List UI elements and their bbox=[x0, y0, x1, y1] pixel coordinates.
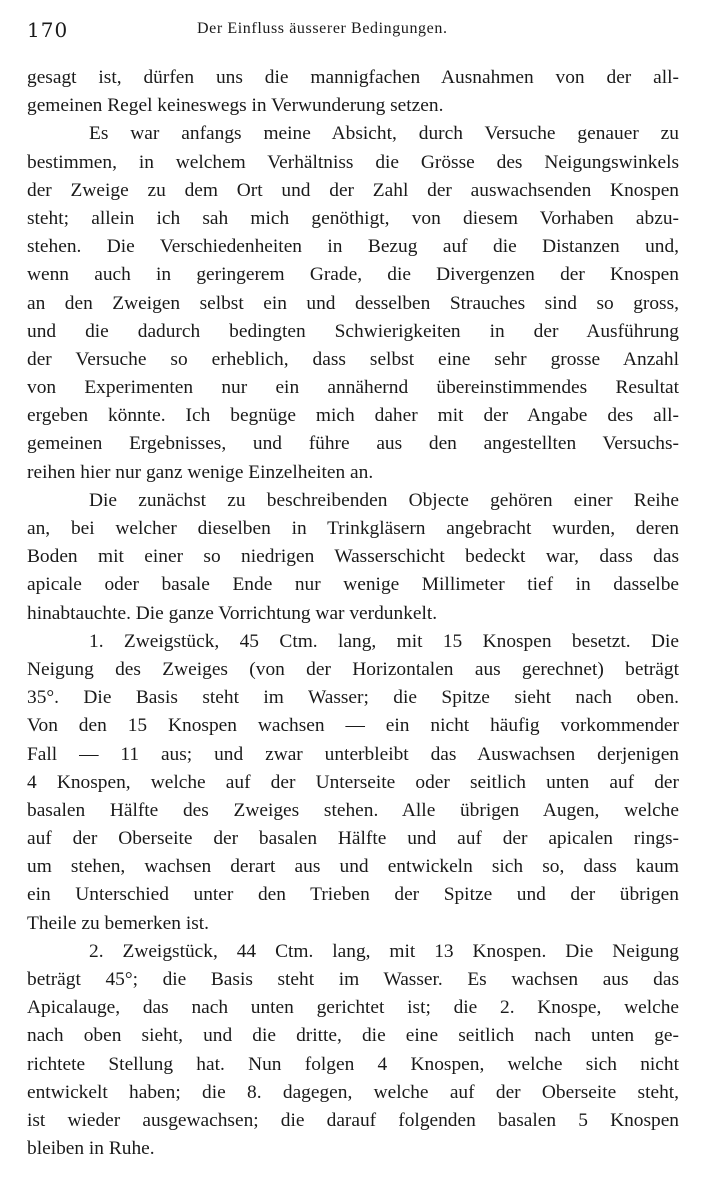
text-line: ein Unterschied unter den Trieben der Spitze und der übrigen bbox=[27, 884, 679, 906]
text-line: apicale oder basale Ende nur wenige Millimeter tief in dasselbe bbox=[27, 574, 679, 596]
text-line: wenn auch in geringerem Grade, die Divergenzen der Knospen bbox=[27, 264, 679, 286]
text-line: Neigung des Zweiges (von der Horizontalen aus gerechnet) beträgt bbox=[27, 658, 679, 680]
text-line: beträgt 45°; die Basis steht im Wasser. Es wachsen aus das bbox=[27, 969, 679, 990]
text-line: nach oben sieht, und die dritte, die eine seitlich nach unten ge- bbox=[27, 1025, 679, 1047]
page-header bbox=[27, 18, 687, 46]
text-line: reihen hier nur ganz wenige Einzelheiten an. bbox=[27, 461, 374, 483]
text-line: hinabtauchte. Die ganze Vorrichtung war verdunkelt. bbox=[27, 602, 438, 624]
text-line: bleiben in Ruhe. bbox=[27, 1138, 155, 1160]
text-line: an, bei welcher dieselben in Trinkgläsern angebracht wurden, deren bbox=[27, 518, 679, 539]
text-line: Fall — 11 aus; und zwar unterbleibt das Auswachsen derjenigen bbox=[27, 743, 679, 765]
text-line: basalen Hälfte des Zweiges stehen. Alle übrigen Augen, welche bbox=[27, 799, 679, 821]
body-text bbox=[27, 64, 679, 1163]
text-line: bestimmen, in welchem Verhältniss die Grösse des Neigungswinkels bbox=[27, 151, 679, 173]
text-line: und die dadurch bedingten Schwierigkeiten in der Ausführung bbox=[27, 320, 679, 342]
text-line: Von den 15 Knospen wachsen — ein nicht häufig vorkommender bbox=[27, 715, 679, 737]
text-line: Apicalauge, das nach unten gerichtet ist; die 2. Knospe, welche bbox=[27, 997, 679, 1019]
text-line: entwickelt haben; die 8. dagegen, welche auf der Oberseite steht, bbox=[27, 1081, 679, 1103]
text-line: an den Zweigen selbst ein und desselben Strauches sind so gross, bbox=[27, 292, 679, 314]
page-number: 170 bbox=[27, 18, 69, 42]
text-line: ergeben könnte. Ich begnüge mich daher mit der Angabe des all- bbox=[27, 405, 679, 427]
text-line: gesagt ist, dürfen uns die mannigfachen Ausnahmen von der all- bbox=[27, 67, 679, 88]
text-line: von Experimenten nur ein annähernd übereinstimmendes Resultat bbox=[27, 377, 679, 399]
text-line: Boden mit einer so niedrigen Wasserschicht bedeckt war, dass das bbox=[27, 546, 679, 568]
paragraph-start-line: 2. Zweigstück, 44 Ctm. lang, mit 13 Knospen. Die Neigung bbox=[89, 940, 679, 962]
text-line: steht; allein ich sah mich genöthigt, von diesem Vorhaben abzu- bbox=[27, 207, 679, 229]
text-line: 4 Knospen, welche auf der Unterseite oder seitlich unten auf der bbox=[27, 771, 679, 793]
text-line: der Versuche so erheblich, dass selbst eine sehr grosse Anzahl bbox=[27, 348, 679, 370]
text-line: 35°. Die Basis steht im Wasser; die Spitze sieht nach oben. bbox=[27, 687, 679, 709]
text-line: ist wieder ausgewachsen; die darauf folgenden basalen 5 Knospen bbox=[27, 1109, 679, 1131]
text-line: richtete Stellung hat. Nun folgen 4 Knospen, welche sich nicht bbox=[27, 1053, 679, 1075]
text-line: um stehen, wachsen derart aus und entwickeln sich so, dass kaum bbox=[27, 856, 679, 878]
text-line: stehen. Die Verschiedenheiten in Bezug auf die Distanzen und, bbox=[27, 236, 679, 258]
paragraph-start-line: 1. Zweigstück, 45 Ctm. lang, mit 15 Knospen besetzt. Die bbox=[89, 630, 679, 652]
text-line: auf der Oberseite der basalen Hälfte und auf der apicalen rings- bbox=[27, 828, 679, 850]
text-line: der Zweige zu dem Ort und der Zahl der auswachsenden Knospen bbox=[27, 179, 679, 201]
text-line: Theile zu bemerken ist. bbox=[27, 912, 209, 934]
paragraph-start-line: Die zunächst zu beschreibenden Objecte gehören einer Reihe bbox=[89, 489, 679, 511]
running-title: Der Einfluss äusserer Bedingungen. bbox=[197, 20, 448, 37]
text-line: gemeinen Regel keineswegs in Verwunderung setzen. bbox=[27, 95, 444, 117]
text-line: gemeinen Ergebnisses, und führe aus den angestellten Versuchs- bbox=[27, 433, 679, 455]
paragraph-start-line: Es war anfangs meine Absicht, durch Versuche genauer zu bbox=[89, 123, 679, 145]
